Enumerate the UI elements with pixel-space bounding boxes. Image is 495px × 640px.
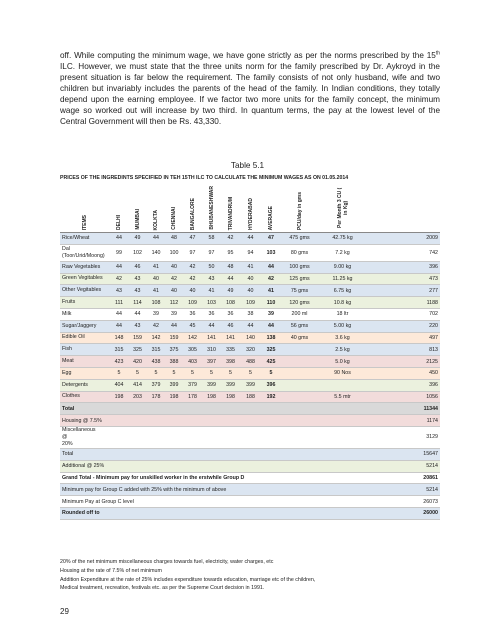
- table-row: [60, 297, 440, 309]
- table-cell: 95: [221, 244, 240, 261]
- summary-row: [60, 472, 440, 484]
- table-cell: 138: [261, 332, 281, 344]
- item-cell: Milk: [60, 308, 110, 320]
- note-line: Housing at the rate of 7.5% of net minimum: [60, 567, 162, 574]
- table-cell: 80 gms: [281, 244, 318, 261]
- table-cell: 1056: [367, 391, 440, 403]
- table-cell: 40 gms: [281, 332, 318, 344]
- column-header: [240, 186, 261, 233]
- table-cell: 103: [202, 297, 221, 309]
- table-cell: 102: [128, 244, 147, 261]
- column-header: [281, 186, 318, 233]
- table-cell: 43: [110, 285, 128, 297]
- table-header-row: [60, 186, 440, 233]
- summary-label: Grand Total - Minimum pay for unskilled worker in the erstwhile Group D: [60, 472, 367, 484]
- table-cell: 813: [367, 344, 440, 356]
- table-cell: 399: [240, 379, 261, 391]
- table-cell: 11.25 kg: [318, 273, 367, 285]
- summary-label: Housing @ 7.5%: [60, 415, 367, 427]
- table-caption: Table 5.1: [230, 161, 265, 170]
- summary-value: 1174: [367, 415, 440, 427]
- table-cell: 45: [183, 320, 202, 332]
- column-header: [367, 186, 440, 233]
- table-cell: 198: [165, 391, 183, 403]
- table-cell: 41: [202, 285, 221, 297]
- table-cell: 44: [128, 308, 147, 320]
- table-cell: 399: [221, 379, 240, 391]
- table-cell: 44: [261, 320, 281, 332]
- table-cell: 42: [261, 273, 281, 285]
- table-cell: 7.2 kg: [318, 244, 367, 261]
- table-cell: 2.5 kg: [318, 344, 367, 356]
- item-cell: Green Vegitables: [60, 273, 110, 285]
- table-cell: 44: [110, 320, 128, 332]
- table-cell: 38: [240, 308, 261, 320]
- table-cell: 44: [202, 320, 221, 332]
- table-cell: 473: [367, 273, 440, 285]
- item-cell: Fish: [60, 344, 110, 356]
- column-header-label: Per Month 3 CU ( in Kg): [336, 187, 349, 229]
- table-cell: 5: [128, 367, 147, 379]
- column-header-label: KOLKTA: [153, 209, 159, 230]
- column-header-label: BANGALORE: [189, 197, 196, 230]
- column-header-label: ITEMS: [82, 214, 88, 230]
- table-cell: 44: [240, 320, 261, 332]
- summary-value: 15647: [367, 448, 440, 460]
- table-cell: 423: [110, 356, 128, 368]
- paragraph-part2: ILC. However, we must state that the three units norm for the family prescribed by Dr. Aykroyd in the present situation is far below the requirement. The family consists of not only husband, wife and two children but invariably includes the parents of the head of the family. In Indian conditions, they totally depend upon the earning employee. If we factor two more units for the family concept, the minimum wage so worked out will increase by two third. In quantum terms, the pay at the lowest level of the Central Government will then be Rs. 43,330.: [60, 62, 440, 127]
- table-cell: 398: [221, 356, 240, 368]
- column-header-label: CHENNAI: [171, 207, 177, 230]
- table-cell: 475 gms: [281, 233, 318, 245]
- table-cell: 305: [183, 344, 202, 356]
- item-cell: Edible Oil: [60, 332, 110, 344]
- table-cell: 325: [261, 344, 281, 356]
- item-cell: Fruits: [60, 297, 110, 309]
- table-cell: 702: [367, 308, 440, 320]
- body-paragraph: [60, 50, 440, 127]
- item-cell: Raw Vegetables: [60, 261, 110, 273]
- table-cell: 396: [367, 379, 440, 391]
- table-cell: 90 Nos: [318, 367, 367, 379]
- table-cell: 1188: [367, 297, 440, 309]
- table-cell: 47: [261, 233, 281, 245]
- table-cell: 44: [261, 261, 281, 273]
- summary-value: 26000: [367, 507, 440, 519]
- summary-row: [60, 460, 440, 472]
- table-cell: 5: [165, 367, 183, 379]
- item-cell: Clothes: [60, 391, 110, 403]
- note-line: Addition Expenditure at the rate of 25% includes expenditure towards education, marriage etc of the children,: [60, 576, 316, 583]
- table-cell: 39: [147, 308, 165, 320]
- item-cell: Dal (Toor/Urid/Moong): [60, 244, 110, 261]
- summary-value: 5214: [367, 460, 440, 472]
- table-cell: 43: [202, 273, 221, 285]
- table-cell: 42: [165, 273, 183, 285]
- table-cell: 94: [240, 244, 261, 261]
- table-cell: 42: [221, 233, 240, 245]
- table-row: [60, 308, 440, 320]
- item-cell: Meat: [60, 356, 110, 368]
- table-cell: 420: [128, 356, 147, 368]
- column-header: [183, 186, 202, 233]
- table-cell: 315: [147, 344, 165, 356]
- table-cell: 425: [261, 356, 281, 368]
- column-header-label: HYDERABAD: [247, 198, 254, 230]
- column-header: [110, 186, 128, 233]
- table-cell: 125 gms: [281, 273, 318, 285]
- table-cell: 44: [221, 273, 240, 285]
- table-cell: 148: [110, 332, 128, 344]
- table-cell: 438: [147, 356, 165, 368]
- summary-row: [60, 507, 440, 519]
- table-cell: 46: [221, 320, 240, 332]
- table-cell: 109: [240, 297, 261, 309]
- table-cell: 18 ltr: [318, 308, 367, 320]
- note-line: 20% of the net minimum miscellaneous charges towards fuel, electricity, water charges, etc: [60, 559, 274, 565]
- table-cell: 5.0 kg: [318, 356, 367, 368]
- table-cell: 3.6 kg: [318, 332, 367, 344]
- table-cell: 47: [183, 233, 202, 245]
- table-cell: 335: [221, 344, 240, 356]
- column-header: [202, 186, 221, 233]
- table-cell: 220: [367, 320, 440, 332]
- table-row: [60, 344, 440, 356]
- table-cell: 44: [110, 308, 128, 320]
- table-cell: 140: [147, 244, 165, 261]
- table-cell: [281, 367, 318, 379]
- paragraph-superscript: th: [435, 50, 440, 57]
- table-row: [60, 244, 440, 261]
- summary-value: 11344: [367, 403, 440, 415]
- table-cell: 44: [147, 233, 165, 245]
- table-cell: 325: [128, 344, 147, 356]
- table-cell: 42: [110, 273, 128, 285]
- table-cell: 42: [183, 261, 202, 273]
- table-cell: 75 gms: [281, 285, 318, 297]
- table-cell: 41: [147, 285, 165, 297]
- table-cell: 44: [110, 261, 128, 273]
- page-number: 29: [60, 607, 69, 616]
- column-header-label: PCU/day in gms: [296, 191, 303, 230]
- table-cell: 277: [367, 285, 440, 297]
- table-row: [60, 379, 440, 391]
- table-cell: 2125: [367, 356, 440, 368]
- column-header: [165, 186, 183, 233]
- paragraph-part1: off. While computing the minimum wage, we have gone strictly as per the norms prescribed by the 15: [60, 51, 436, 60]
- column-header: [261, 186, 281, 233]
- column-header-label: TRIVANDRUM: [227, 196, 234, 230]
- table-cell: 40: [240, 285, 261, 297]
- table-cell: 48: [165, 233, 183, 245]
- note-line: Medical treatment, recreation, festivals etc. as per the Supreme Court decision in 1991.: [60, 585, 265, 592]
- column-header-label: MUMBAI: [134, 209, 141, 230]
- item-cell: Sugar/Jaggery: [60, 320, 110, 332]
- table-cell: 40: [165, 285, 183, 297]
- table-cell: 114: [128, 297, 147, 309]
- summary-row: [60, 426, 440, 448]
- column-header: [147, 186, 165, 233]
- table-cell: 5.00 kg: [318, 320, 367, 332]
- table-cell: 5: [147, 367, 165, 379]
- table-body: [60, 233, 440, 520]
- summary-label: Minimum pay for Group C added with 25% with the minimum of above: [60, 484, 367, 496]
- table-cell: 5.5 mtr: [318, 391, 367, 403]
- table-cell: 403: [183, 356, 202, 368]
- table-cell: 112: [165, 297, 183, 309]
- table-cell: 40: [147, 273, 165, 285]
- summary-label: Miscellaneous @ 20%: [60, 426, 367, 448]
- prices-table: [60, 186, 440, 520]
- table-cell: 39: [165, 308, 183, 320]
- table-cell: 43: [128, 273, 147, 285]
- table-cell: 188: [240, 391, 261, 403]
- summary-value: 5214: [367, 484, 440, 496]
- table-cell: 315: [110, 344, 128, 356]
- table-cell: 142: [183, 332, 202, 344]
- table-cell: 42: [147, 320, 165, 332]
- item-cell: Rice/Wheat: [60, 233, 110, 245]
- table-cell: 120 gms: [281, 297, 318, 309]
- table-cell: 198: [221, 391, 240, 403]
- table-cell: 110: [261, 297, 281, 309]
- table-cell: 40: [165, 261, 183, 273]
- table-row: [60, 391, 440, 403]
- table-cell: 200 ml: [281, 308, 318, 320]
- summary-row: [60, 496, 440, 508]
- summary-label: Minimum Pay at Group C level: [60, 496, 367, 508]
- table-cell: 42: [183, 273, 202, 285]
- table-cell: 5: [221, 367, 240, 379]
- table-cell: 414: [128, 379, 147, 391]
- table-cell: 396: [261, 379, 281, 391]
- table-cell: 44: [165, 320, 183, 332]
- table-cell: 140: [240, 332, 261, 344]
- column-header-label: DELHI: [116, 215, 122, 230]
- column-header: [221, 186, 240, 233]
- table-cell: 142: [147, 332, 165, 344]
- table-cell: 41: [261, 285, 281, 297]
- table-cell: 49: [221, 285, 240, 297]
- table-cell: 97: [183, 244, 202, 261]
- table-cell: 43: [128, 320, 147, 332]
- summary-value: 26073: [367, 496, 440, 508]
- item-cell: Detergents: [60, 379, 110, 391]
- table-cell: 36: [202, 308, 221, 320]
- table-cell: 203: [128, 391, 147, 403]
- table-row: [60, 233, 440, 245]
- table-row: [60, 367, 440, 379]
- table-cell: 44: [240, 233, 261, 245]
- table-cell: 46: [128, 261, 147, 273]
- table-cell: 310: [202, 344, 221, 356]
- column-header-label: AVERAGE: [268, 205, 274, 230]
- table-cell: 41: [240, 261, 261, 273]
- table-cell: 42.75 kg: [318, 233, 367, 245]
- table-cell: [281, 344, 318, 356]
- table-cell: 397: [202, 356, 221, 368]
- table-row: [60, 320, 440, 332]
- table-cell: 497: [367, 332, 440, 344]
- table-row: [60, 356, 440, 368]
- table-cell: 49: [128, 233, 147, 245]
- table-cell: [281, 379, 318, 391]
- table-row: [60, 261, 440, 273]
- summary-row: [60, 484, 440, 496]
- table-cell: 108: [147, 297, 165, 309]
- table-cell: 141: [202, 332, 221, 344]
- table-cell: 450: [367, 367, 440, 379]
- table-cell: 399: [165, 379, 183, 391]
- table-cell: 111: [110, 297, 128, 309]
- table-row: [60, 285, 440, 297]
- table-cell: 58: [202, 233, 221, 245]
- table-cell: 488: [240, 356, 261, 368]
- summary-value: 20861: [367, 472, 440, 484]
- table-cell: 43: [128, 285, 147, 297]
- table-cell: 404: [110, 379, 128, 391]
- table-cell: 141: [221, 332, 240, 344]
- column-header-label: BHUBANESHWAR: [208, 186, 215, 230]
- table-cell: 159: [128, 332, 147, 344]
- table-cell: 5: [240, 367, 261, 379]
- table-cell: 320: [240, 344, 261, 356]
- table-cell: 178: [183, 391, 202, 403]
- column-header: [128, 186, 147, 233]
- table-cell: 192: [261, 391, 281, 403]
- summary-value: 3129: [367, 426, 440, 448]
- table-cell: 109: [183, 297, 202, 309]
- table-cell: 388: [165, 356, 183, 368]
- table-cell: 50: [202, 261, 221, 273]
- table-cell: 100 gms: [281, 261, 318, 273]
- summary-label: Total: [60, 403, 367, 415]
- summary-row: [60, 403, 440, 415]
- table-cell: 5: [202, 367, 221, 379]
- table-cell: 97: [202, 244, 221, 261]
- table-cell: 108: [221, 297, 240, 309]
- item-cell: Egg: [60, 367, 110, 379]
- table-cell: 742: [367, 244, 440, 261]
- table-cell: 41: [147, 261, 165, 273]
- column-header: [60, 186, 110, 233]
- table-row: [60, 273, 440, 285]
- table-cell: 100: [165, 244, 183, 261]
- table-cell: 5: [261, 367, 281, 379]
- notes: [60, 558, 315, 593]
- table-cell: 399: [202, 379, 221, 391]
- table-cell: 198: [202, 391, 221, 403]
- item-cell: Other Vegitables: [60, 285, 110, 297]
- table-cell: 159: [165, 332, 183, 344]
- table-cell: [318, 379, 367, 391]
- table-cell: 5: [110, 367, 128, 379]
- table-cell: 48: [221, 261, 240, 273]
- table-cell: 396: [367, 261, 440, 273]
- table-cell: [281, 356, 318, 368]
- table-title: PRICES OF THE INGREDINTS SPECIFIED IN TEH 15TH ILC TO CALCULATE THE MINIMUM WAGES AS ON 01.05.2014: [60, 175, 349, 181]
- table-cell: 99: [110, 244, 128, 261]
- table-cell: 6.75 kg: [318, 285, 367, 297]
- table-cell: 178: [147, 391, 165, 403]
- table-cell: 379: [147, 379, 165, 391]
- table-cell: 9.00 kg: [318, 261, 367, 273]
- table-cell: 10.8 kg: [318, 297, 367, 309]
- table-cell: 36: [221, 308, 240, 320]
- table-cell: [281, 391, 318, 403]
- table-row: [60, 332, 440, 344]
- column-header: [318, 186, 367, 233]
- summary-row: [60, 448, 440, 460]
- table-cell: 56 gms: [281, 320, 318, 332]
- summary-label: Rounded off to: [60, 507, 367, 519]
- summary-label: Total: [60, 448, 367, 460]
- table-cell: 40: [240, 273, 261, 285]
- table-cell: 375: [165, 344, 183, 356]
- table-cell: 103: [261, 244, 281, 261]
- table-cell: 39: [261, 308, 281, 320]
- table-cell: 40: [183, 285, 202, 297]
- table-cell: 379: [183, 379, 202, 391]
- summary-label: Additional @ 25%: [60, 460, 367, 472]
- summary-row: [60, 415, 440, 427]
- table-cell: 44: [110, 233, 128, 245]
- table-cell: 198: [110, 391, 128, 403]
- table-cell: 5: [183, 367, 202, 379]
- table-cell: 36: [183, 308, 202, 320]
- table-cell: 2009: [367, 233, 440, 245]
